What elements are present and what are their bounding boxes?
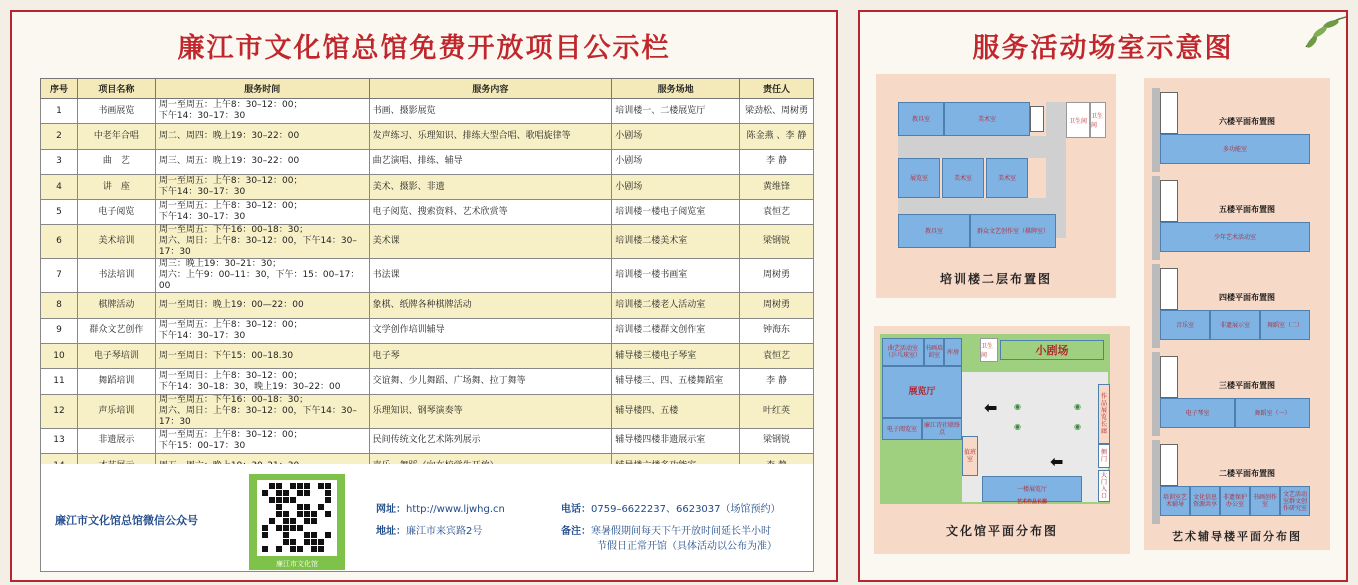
qr-module	[304, 511, 310, 517]
row-time	[155, 149, 369, 174]
time-line-2: 周六、周日：上午8：30–12：00，下午14：30–17：30	[158, 405, 357, 427]
qr-module	[318, 483, 324, 489]
qr-module	[304, 504, 310, 510]
qr-module	[325, 532, 331, 538]
floor-wall	[1152, 264, 1160, 348]
header-name: 项目名称	[77, 79, 155, 99]
time-line-1: 周三：晚上19：30–21：30；	[158, 259, 282, 270]
row-person: 李 静	[740, 369, 814, 394]
floor-room: 舞蹈室（二）	[1260, 310, 1310, 340]
row-content: 交谊舞、少儿舞蹈、广场舞、拉丁舞等	[369, 369, 612, 394]
header-venue: 服务场地	[612, 79, 740, 99]
schedule-body	[41, 99, 814, 479]
schedule-table	[40, 78, 814, 479]
qr-module	[262, 525, 268, 531]
row-content: 美术课	[369, 225, 612, 259]
qr-module	[269, 497, 275, 503]
culture-hall-plan	[874, 326, 1130, 554]
qr-module	[304, 532, 310, 538]
qr-module	[276, 497, 282, 503]
floor-title: 六楼平面布置图	[1219, 117, 1275, 126]
time-line-1: 周一至周五：上午8：30–12：00；	[158, 176, 303, 187]
qr-module	[290, 518, 296, 524]
qr-module	[290, 497, 296, 503]
row-time	[155, 225, 369, 259]
qr-module	[311, 546, 317, 552]
qr-module	[325, 490, 331, 496]
time-line-1: 周三、周五：晚上19：30–22：00	[158, 156, 300, 167]
website-label: 网址：	[376, 504, 406, 515]
row-time	[155, 174, 369, 199]
qr-module	[304, 518, 310, 524]
qr-module	[276, 511, 282, 517]
qr-module	[311, 511, 317, 517]
row-content: 象棋、纸牌各种棋牌活动	[369, 293, 612, 318]
row-no: 6	[41, 225, 78, 259]
training-building-plan	[876, 74, 1116, 298]
qr-module	[318, 504, 324, 510]
room-theater: 小剧场	[1000, 340, 1104, 360]
room-e-reading: 电子阅览室	[882, 418, 922, 440]
row-time	[155, 369, 369, 394]
row-name: 电子阅览	[77, 200, 155, 225]
row-person: 周树勇	[740, 293, 814, 318]
row-venue: 培训楼一楼书画室	[612, 259, 740, 293]
table-row	[41, 225, 814, 259]
table-row	[41, 344, 814, 369]
row-venue: 培训楼二楼美术室	[612, 225, 740, 259]
row-time	[155, 293, 369, 318]
floor-plan	[1152, 88, 1312, 172]
time-line-2: 下午14：30–17：30	[158, 212, 246, 223]
floor-room: 文艺活动室群文创作研究室	[1280, 486, 1310, 516]
address-line	[376, 522, 482, 537]
table-row	[41, 394, 814, 428]
floor-room: 舞蹈室（一）	[1235, 398, 1310, 428]
time-line-1: 周一至周五：上午8：30–12：00；	[158, 319, 303, 330]
row-time	[155, 99, 369, 124]
pillar-icon: ◉	[1074, 402, 1081, 411]
floor-plan	[1152, 440, 1312, 524]
floor-room: 多功能室	[1160, 134, 1310, 164]
qr-module	[318, 539, 324, 545]
qr-module	[283, 518, 289, 524]
row-content: 民间传统文化艺术陈列展示	[369, 428, 612, 453]
hall-plan-caption: 文化馆平面分布图	[945, 524, 1058, 538]
row-person: 袁恒艺	[740, 344, 814, 369]
row-venue: 小剧场	[612, 124, 740, 149]
qr-module	[283, 511, 289, 517]
time-line-2: 下午15：00–17：30	[158, 440, 246, 451]
time-line-1: 周一至周五：上午8：30–12：00；	[158, 429, 303, 440]
room-quyi: 曲艺活动室（乒乓球室）	[882, 338, 924, 366]
floor-room: 培训室艺术辅导	[1160, 486, 1190, 516]
schedule-title: 廉江市文化馆总馆免费开放项目公示栏	[177, 33, 671, 64]
stair-icon	[1160, 92, 1178, 134]
floor-room: 非遗保护办公室	[1220, 486, 1250, 516]
row-venue: 辅导楼三楼电子琴室	[612, 344, 740, 369]
website-line	[376, 500, 505, 515]
qr-module	[276, 546, 282, 552]
row-no: 11	[41, 369, 78, 394]
qr-module	[262, 546, 268, 552]
qr-module	[304, 483, 310, 489]
row-name: 书画展览	[77, 99, 155, 124]
row-time	[155, 394, 369, 428]
row-no: 2	[41, 124, 78, 149]
qr-module	[325, 483, 331, 489]
row-content: 电子阅览、搜索资料、艺术欣赏等	[369, 200, 612, 225]
table-row	[41, 174, 814, 199]
arrow-left-icon: ⬅	[984, 398, 998, 417]
qr-module	[318, 546, 324, 552]
row-no: 9	[41, 318, 78, 343]
room-poetry-society: 廉江诗社联络点	[922, 418, 962, 440]
pillar-icon: ◉	[1014, 422, 1021, 431]
row-person: 周树勇	[740, 259, 814, 293]
address-value: 廉江市来宾路2号	[406, 526, 483, 537]
row-name: 曲 艺	[77, 149, 155, 174]
time-line-2: 下午14：30–17：30	[158, 330, 246, 341]
arrow-left-icon: ⬅	[1050, 452, 1064, 471]
qr-module	[297, 511, 303, 517]
hall-wc: 卫生间	[980, 338, 998, 362]
row-name: 中老年合唱	[77, 124, 155, 149]
room-calligraphy: 书画培训室	[924, 338, 944, 366]
qr-module	[269, 483, 275, 489]
row-name: 讲 座	[77, 174, 155, 199]
floor-plan	[1152, 264, 1312, 348]
floor-room: 书画创作室	[1250, 486, 1280, 516]
time-line-1: 周一至周日：上午8：30–12：00；	[158, 370, 303, 381]
schedule-panel	[10, 10, 838, 582]
row-content: 书法课	[369, 259, 612, 293]
stair-icon	[1160, 180, 1178, 222]
qr-module	[283, 539, 289, 545]
qr-module	[311, 532, 317, 538]
row-name: 非遗展示	[77, 428, 155, 453]
room-exhibit: 展览室	[898, 158, 940, 198]
qr-module	[276, 525, 282, 531]
qr-module	[262, 532, 268, 538]
table-header-row	[41, 79, 814, 99]
row-content: 文学创作培训辅导	[369, 318, 612, 343]
qr-module	[304, 539, 310, 545]
header-no: 序号	[41, 79, 78, 99]
floor-room: 音乐室	[1160, 310, 1210, 340]
corridor	[898, 136, 1056, 158]
qr-module	[290, 539, 296, 545]
table-row	[41, 428, 814, 453]
qr-module	[283, 532, 289, 538]
row-content: 曲艺演唱、排练、辅导	[369, 149, 612, 174]
qr-module	[276, 504, 282, 510]
floor-wall	[1152, 352, 1160, 436]
room-art-3: 美术室	[986, 158, 1028, 198]
row-person: 黄维锋	[740, 174, 814, 199]
row-venue: 培训楼二楼老人活动室	[612, 293, 740, 318]
stair-icon	[1160, 444, 1178, 486]
row-person: 钟海东	[740, 318, 814, 343]
note-line-2: 节假日正常开馆（具体活动以公布为准）	[597, 541, 777, 552]
time-line-2: 下午14：30–17：30	[158, 111, 246, 122]
row-name: 电子琴培训	[77, 344, 155, 369]
qr-module	[311, 539, 317, 545]
row-content: 发声练习、乐理知识、排练大型合唱、歌唱旋律等	[369, 124, 612, 149]
row-content: 乐理知识、钢琴演奏等	[369, 394, 612, 428]
floorplan-panel	[858, 10, 1348, 582]
row-name: 群众文艺创作	[77, 318, 155, 343]
time-line-1: 周一至周五：下午16：00–18：30；	[158, 394, 309, 405]
row-no: 4	[41, 174, 78, 199]
floor-room: 少年艺术活动室	[1160, 222, 1310, 252]
hall-corridor-label: 艺术作品长廊	[1016, 499, 1047, 505]
phone-value: 0759–6622237、6623037（场馆预约）	[591, 504, 781, 515]
table-row	[41, 259, 814, 293]
pillar-icon: ◉	[1014, 402, 1021, 411]
stair-icon	[1160, 268, 1178, 310]
qr-module	[297, 483, 303, 489]
row-venue: 培训楼一楼电子阅览室	[612, 200, 740, 225]
time-line-1: 周二、周四：晚上19：30–22：00	[158, 130, 300, 141]
row-time	[155, 259, 369, 293]
qr-module	[290, 483, 296, 489]
row-venue: 小剧场	[612, 149, 740, 174]
website-link[interactable]: http://www.ljwhg.cn	[406, 504, 505, 515]
row-person: 梁钢锐	[740, 225, 814, 259]
note-value-1: 寒暑假期间每天下午开放时间延长半小时	[591, 526, 771, 537]
row-person: 叶红英	[740, 394, 814, 428]
wc-1: 卫生间	[1066, 102, 1090, 138]
floor-title: 四楼平面布置图	[1219, 293, 1275, 302]
row-content: 电子琴	[369, 344, 612, 369]
row-content: 美术、摄影、非遗	[369, 174, 612, 199]
floor-plan	[1152, 352, 1312, 436]
qr-module	[297, 490, 303, 496]
floorplan-title: 服务活动场室示意图	[972, 33, 1234, 64]
qr-module	[297, 546, 303, 552]
qr-module	[269, 518, 275, 524]
note-line	[561, 522, 771, 537]
stair-icon	[1160, 356, 1178, 398]
qr-module	[276, 483, 282, 489]
header-time: 服务时间	[155, 79, 369, 99]
table-row	[41, 149, 814, 174]
row-person: 陈金燕 、李 静	[740, 124, 814, 149]
row-venue: 辅导楼四楼非遗展示室	[612, 428, 740, 453]
room-art-1: 美术室	[944, 102, 1030, 136]
room-exhibit-hall: 展览厅	[882, 366, 962, 418]
time-line-1: 周一至周五：上午8：30–12：00；	[158, 201, 303, 212]
tutoring-plan-caption: 艺术辅导楼平面分布图	[1172, 530, 1302, 543]
qr-module	[311, 518, 317, 524]
row-no: 12	[41, 394, 78, 428]
qr-module	[325, 497, 331, 503]
table-row	[41, 200, 814, 225]
phone-line	[561, 500, 781, 515]
info-footer	[40, 464, 814, 572]
row-no: 8	[41, 293, 78, 318]
row-name: 棋牌活动	[77, 293, 155, 318]
table-row	[41, 124, 814, 149]
time-line-1: 周一至周五：下午16：00–18：30；	[158, 225, 309, 236]
room-storage: 库房	[944, 338, 962, 366]
tutoring-building-plan	[1144, 78, 1330, 550]
row-no: 10	[41, 344, 78, 369]
room-corridor-gallery: 作品展览长廊	[1098, 384, 1110, 444]
row-name: 书法培训	[77, 259, 155, 293]
qr-code[interactable]	[249, 474, 345, 570]
floor-wall	[1152, 176, 1160, 260]
qr-module	[290, 546, 296, 552]
time-line-2: 下午14：30–17：30	[158, 187, 246, 198]
floor-room: 非遗展示室	[1210, 310, 1260, 340]
row-person: 梁钢锐	[740, 428, 814, 453]
row-venue: 培训楼一、二楼展览厅	[612, 99, 740, 124]
floor-wall	[1152, 440, 1160, 524]
qr-module	[290, 525, 296, 531]
floor-plan	[1152, 176, 1312, 260]
floor-wall	[1152, 88, 1160, 172]
wechat-label: 廉江市文化馆总馆微信公众号	[55, 514, 198, 527]
qr-module	[283, 497, 289, 503]
floor-title: 五楼平面布置图	[1219, 205, 1275, 214]
training-plan-caption: 培训楼二层布置图	[939, 272, 1052, 286]
row-venue: 小剧场	[612, 174, 740, 199]
row-name: 声乐培训	[77, 394, 155, 428]
table-row	[41, 318, 814, 343]
row-no: 7	[41, 259, 78, 293]
qr-module	[276, 490, 282, 496]
qr-module	[304, 490, 310, 496]
row-time	[155, 200, 369, 225]
room-equipment-2: 教具室	[898, 214, 970, 248]
phone-label: 电话：	[561, 504, 591, 515]
stair-icon	[1030, 106, 1044, 132]
qr-module	[297, 504, 303, 510]
row-venue: 辅导楼四、五楼	[612, 394, 740, 428]
floor-title: 三楼平面布置图	[1219, 381, 1275, 390]
table-row	[41, 369, 814, 394]
row-no: 5	[41, 200, 78, 225]
row-name: 舞蹈培训	[77, 369, 155, 394]
time-line-1: 周一至周五：上午8：30–12：00；	[158, 100, 303, 111]
time-line-2: 周六：上午9：00–11：30，下午：15：00–17：00	[158, 270, 360, 292]
row-person: 李 静	[740, 149, 814, 174]
row-time	[155, 124, 369, 149]
room-equipment-1: 教具室	[898, 102, 944, 136]
row-venue: 辅导楼三、四、五楼舞蹈室	[612, 369, 740, 394]
room-ground-exhibit: 一楼展览厅	[982, 476, 1082, 502]
qr-module	[297, 525, 303, 531]
main-entrance: 大门入口	[1098, 470, 1110, 502]
row-no: 1	[41, 99, 78, 124]
time-line-2: 周六、周日：上午8：30–12：00，下午14：30–17：30	[158, 236, 357, 258]
qr-pattern	[257, 480, 337, 556]
row-content: 书画、摄影展览	[369, 99, 612, 124]
row-no: 13	[41, 428, 78, 453]
floor-title: 二楼平面布置图	[1219, 469, 1275, 478]
qr-module	[262, 490, 268, 496]
row-person: 梁劲松、周树勇	[740, 99, 814, 124]
row-name: 美术培训	[77, 225, 155, 259]
note-label: 备注：	[561, 526, 591, 537]
header-person: 责任人	[740, 79, 814, 99]
qr-caption: 廉江市文化馆	[276, 560, 318, 568]
pillar-icon: ◉	[1074, 422, 1081, 431]
header-content: 服务内容	[369, 79, 612, 99]
table-row	[41, 293, 814, 318]
row-time	[155, 318, 369, 343]
time-line-1: 周一至周日：下午15：00–18.30	[158, 350, 294, 361]
corridor	[898, 198, 1048, 214]
side-door: 侧门	[1098, 444, 1110, 468]
row-time	[155, 428, 369, 453]
time-line-1: 周一至周日：晚上19：00—22：00	[158, 300, 304, 311]
row-no: 3	[41, 149, 78, 174]
address-label: 地址：	[376, 526, 406, 537]
room-duty: 值班室	[962, 436, 978, 476]
qr-module	[325, 511, 331, 517]
floor-room: 文化信息资源共享	[1190, 486, 1220, 516]
row-person: 袁恒艺	[740, 200, 814, 225]
qr-module	[283, 490, 289, 496]
qr-module	[283, 525, 289, 531]
room-art-2: 美术室	[942, 158, 984, 198]
room-creation: 群众文艺创作室（棋牌室）	[970, 214, 1056, 248]
row-venue: 培训楼二楼群文创作室	[612, 318, 740, 343]
time-line-2: 下午14：30–18：30，晚上19：30–22：00	[158, 381, 341, 392]
wc-2: 卫生间	[1090, 102, 1106, 138]
row-time	[155, 344, 369, 369]
table-row	[41, 99, 814, 124]
floor-room: 电子琴室	[1160, 398, 1235, 428]
